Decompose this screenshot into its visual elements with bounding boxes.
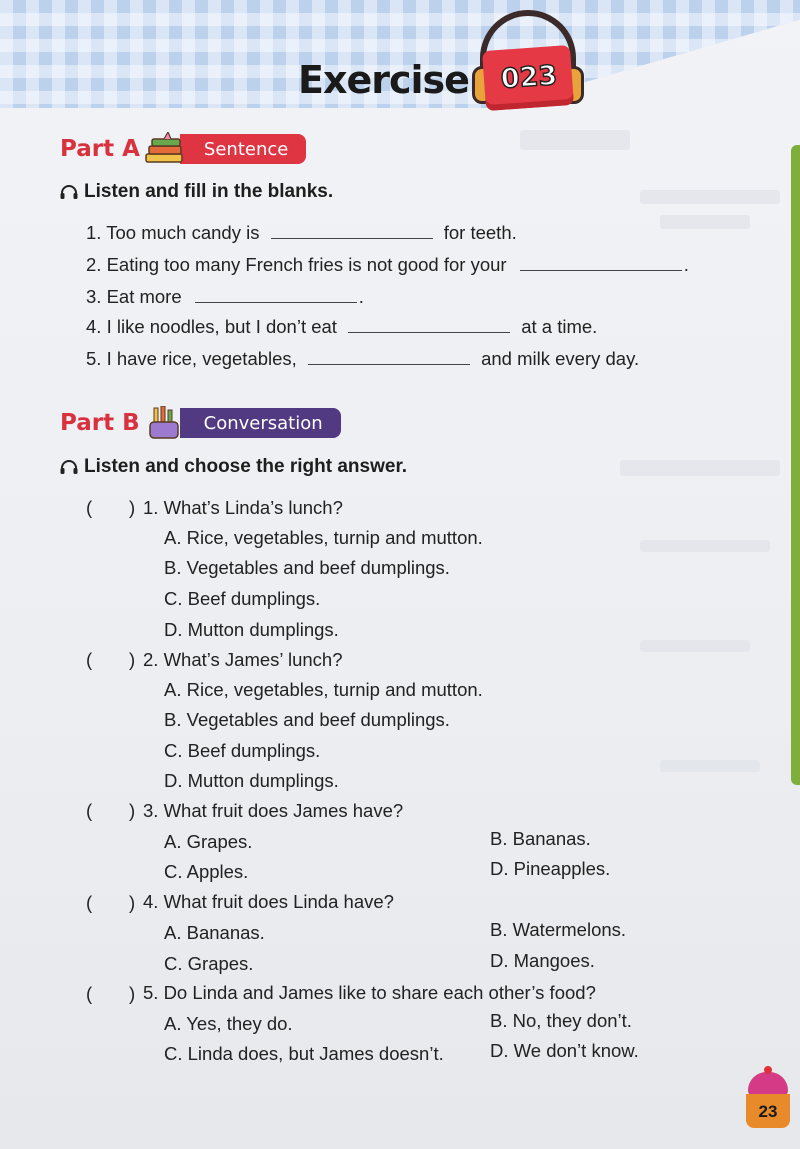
answer-paren-open[interactable]: ( — [86, 983, 93, 1004]
pencil-cup-icon — [144, 406, 188, 440]
instruction-text: Listen and fill in the blanks. — [84, 181, 334, 202]
books-icon — [144, 132, 188, 166]
option: D. We don’t know. — [490, 1040, 639, 1061]
answer-paren-open[interactable]: ( — [86, 649, 93, 670]
headphones-icon — [60, 459, 78, 475]
headphones-icon — [60, 184, 78, 200]
part-a-instruction — [60, 181, 333, 203]
part-b-instruction — [60, 456, 407, 478]
question-4: 4. What fruit does Linda have? — [143, 891, 394, 912]
option: A. Yes, they do. — [164, 1013, 293, 1034]
page-title: Exercise — [298, 58, 469, 102]
item-text: and milk every day. — [481, 348, 640, 369]
answer-paren-close: ) — [129, 800, 136, 821]
part-a-pill: Sentence — [180, 134, 306, 164]
answer-blank[interactable] — [348, 319, 510, 333]
bleed-through — [520, 130, 630, 150]
option: C. Grapes. — [164, 953, 254, 974]
option: B. Vegetables and beef dumplings. — [164, 709, 450, 730]
exercise-number: 023 — [499, 60, 559, 95]
item-text: 1. Too much candy is — [86, 222, 260, 243]
part-b-label: Part B — [60, 410, 140, 436]
answer-blank[interactable] — [308, 351, 470, 365]
question-5: 5. Do Linda and James like to share each other’s food? — [143, 982, 596, 1003]
page-number-badge — [744, 1072, 792, 1130]
option: D. Mangoes. — [490, 950, 595, 971]
answer-paren-close: ) — [129, 892, 136, 913]
item-text: for teeth. — [443, 222, 517, 243]
bleed-through — [620, 460, 780, 476]
item-text: . — [683, 254, 689, 275]
question-2: 2. What’s James’ lunch? — [143, 649, 343, 670]
bleed-through — [640, 190, 780, 204]
exercise-badge — [472, 6, 590, 110]
page-edge-tab — [791, 145, 800, 785]
question-1: 1. What’s Linda’s lunch? — [143, 497, 343, 518]
option: A. Bananas. — [164, 922, 265, 943]
bleed-through — [660, 215, 750, 229]
question-3: 3. What fruit does James have? — [143, 800, 404, 821]
option: B. Bananas. — [490, 828, 591, 849]
fill-item-4 — [86, 316, 597, 338]
answer-paren-close: ) — [129, 983, 136, 1004]
fill-item-3 — [86, 286, 364, 308]
option: D. Pineapples. — [490, 858, 611, 879]
part-a-label: Part A — [60, 136, 140, 162]
answer-paren-open[interactable]: ( — [86, 800, 93, 821]
answer-paren-close: ) — [129, 649, 136, 670]
option: D. Mutton dumplings. — [164, 770, 339, 791]
bleed-through — [640, 640, 750, 652]
part-a-header — [60, 131, 306, 167]
option: D. Mutton dumplings. — [164, 619, 339, 640]
option: A. Rice, vegetables, turnip and mutton. — [164, 527, 483, 548]
item-text: 4. I like noodles, but I don’t eat — [86, 316, 337, 337]
fill-item-5 — [86, 348, 639, 370]
item-text: 5. I have rice, vegetables, — [86, 348, 297, 369]
option: B. No, they don’t. — [490, 1010, 632, 1031]
option: C. Linda does, but James doesn’t. — [164, 1043, 444, 1064]
answer-blank[interactable] — [271, 225, 433, 239]
item-text: . — [358, 286, 364, 307]
option: B. Vegetables and beef dumplings. — [164, 557, 450, 578]
item-text: at a time. — [521, 316, 598, 337]
fill-item-1 — [86, 222, 517, 244]
instruction-text: Listen and choose the right answer. — [84, 456, 408, 477]
answer-paren-open[interactable]: ( — [86, 497, 93, 518]
option: C. Beef dumplings. — [164, 740, 321, 761]
option: B. Watermelons. — [490, 919, 627, 940]
page-number: 23 — [758, 1102, 778, 1121]
answer-paren-open[interactable]: ( — [86, 892, 93, 913]
item-text: 3. Eat more — [86, 286, 182, 307]
part-b-pill: Conversation — [180, 408, 341, 438]
option: A. Rice, vegetables, turnip and mutton. — [164, 679, 483, 700]
answer-paren-close: ) — [129, 497, 136, 518]
option: A. Grapes. — [164, 831, 253, 852]
cupcake-icon — [748, 1072, 788, 1096]
answer-blank[interactable] — [520, 257, 682, 271]
option: C. Beef dumplings. — [164, 588, 321, 609]
item-text: 2. Eating too many French fries is not good for your — [86, 254, 507, 275]
bleed-through — [640, 540, 770, 552]
part-b-header — [60, 405, 341, 441]
answer-blank[interactable] — [195, 289, 357, 303]
bleed-through — [660, 760, 760, 772]
fill-item-2 — [86, 254, 689, 276]
option: C. Apples. — [164, 861, 249, 882]
